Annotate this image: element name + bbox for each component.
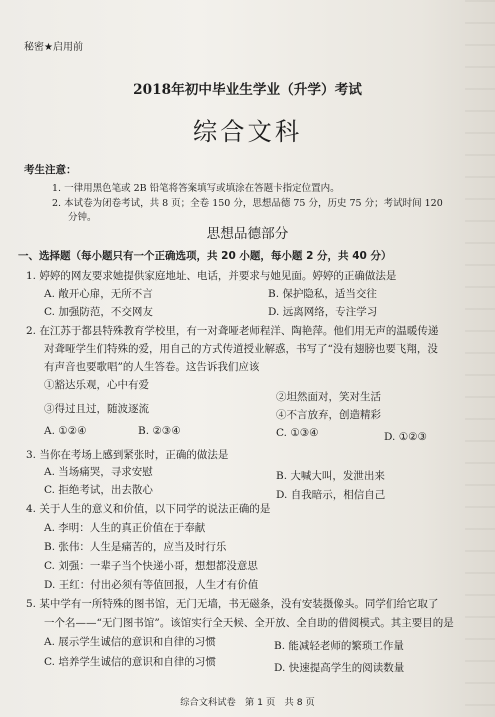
q5-option-d: D. 快速提高学生的阅读数量: [274, 662, 405, 674]
notice-line-2b: 分钟。: [68, 212, 97, 223]
q2-statement-1: ①豁达乐观，心中有爱: [44, 379, 149, 391]
q3-stem: 3. 当你在考场上感到紧张时，正确的做法是: [26, 449, 229, 461]
q2-statement-3: ③得过且过，随波逐流: [44, 403, 149, 415]
q2-option-c: C. ①③④: [276, 427, 319, 439]
q1-option-c: C. 加强防范，不交网友: [44, 306, 153, 318]
q3-option-a: A. 当场痛哭，寻求安慰: [44, 466, 153, 478]
q1-stem: 1. 婷婷的网友要求她提供家庭地址、电话，并要求与她见面。婷婷的正确做法是: [26, 270, 397, 282]
q2-option-b: B. ②③④: [138, 425, 181, 437]
q5-line-2: 一个名——“无门图书馆”。该馆实行全天候、全开放、全自助的借阅模式。其主要目的是: [44, 617, 454, 629]
q4-option-d: D. 王红：付出必须有等值回报，人生才有价值: [44, 579, 259, 591]
q1-option-a: A. 敞开心扉，无所不言: [44, 288, 153, 300]
q5-option-a: A. 展示学生诚信的意识和自律的习惯: [44, 636, 216, 648]
q2-line-3: 有声音也要歌唱”的人生答卷。这告诉我们应该: [44, 361, 260, 373]
notice-heading: 考生注意：: [24, 164, 77, 176]
q3-option-c: C. 拒绝考试，出去散心: [44, 484, 153, 496]
notice-line-1: 1. 一律用黑色笔或 2B 铅笔将答案填写或填涂在答题卡指定位置内。: [52, 183, 340, 194]
secret-label: 秘密★启用前: [24, 42, 83, 53]
q4-option-a: A. 李明：人生的真正价值在于奉献: [44, 522, 206, 534]
notice-line-2a: 2. 本试卷为闭卷考试，共 8 页；全卷 150 分，思想品德 75 分，历史 75 分；考试时间 120: [52, 198, 443, 209]
q2-line-2: 对聋哑学生们特殊的爱，用自己的方式传道授业解惑，书写了“没有翅膀也要飞翔，没: [44, 343, 438, 355]
q3-option-b: B. 大喊大叫，发泄出来: [276, 470, 385, 482]
q4-option-b: B. 张伟：人生是痛苦的，应当及时行乐: [44, 541, 227, 553]
page-footer: 综合文科试卷 第 1 页 共 8 页: [180, 697, 315, 708]
subject-title: 综合文科: [192, 117, 303, 146]
q1-option-b: B. 保护隐私，适当交往: [268, 288, 377, 300]
q2-statement-2: ②坦然面对，笑对生活: [276, 391, 381, 403]
q2-option-a: A. ①②④: [44, 425, 87, 437]
q2-option-d: D. ①②③: [384, 431, 427, 443]
q5-line-1: 5. 某中学有一所特殊的图书馆，无门无墙，书无磁条，没有安装摄像头。同学们给它取了: [26, 598, 439, 610]
q2-line-1: 2. 在江苏于都县特殊教育学校里，有一对聋哑老师程洋、陶艳萍。他们用无声的温暖传递: [26, 325, 439, 337]
q5-option-c: C. 培养学生诚信的意识和自律的习惯: [44, 656, 216, 668]
q5-option-b: B. 能减轻老师的繁琐工作量: [274, 640, 404, 652]
exam-title: 2018年初中毕业生学业（升学）考试: [133, 82, 362, 98]
q2-statement-4: ④不言放弃，创造精彩: [276, 409, 381, 421]
section-title: 一、选择题（每小题只有一个正确选项，共 20 小题，每小题 2 分，共 40 分）: [18, 250, 392, 262]
q4-stem: 4. 关于人生的意义和价值，以下同学的说法正确的是: [26, 503, 271, 515]
q1-option-d: D. 远离网络，专注学习: [268, 306, 378, 318]
part-title: 思想品德部分: [206, 226, 289, 242]
q4-option-c: C. 刘强：一辈子当个快递小哥，想想都没意思: [44, 560, 258, 572]
q3-option-d: D. 自我暗示，相信自己: [276, 489, 386, 501]
bleed-through-edge: [465, 0, 495, 717]
